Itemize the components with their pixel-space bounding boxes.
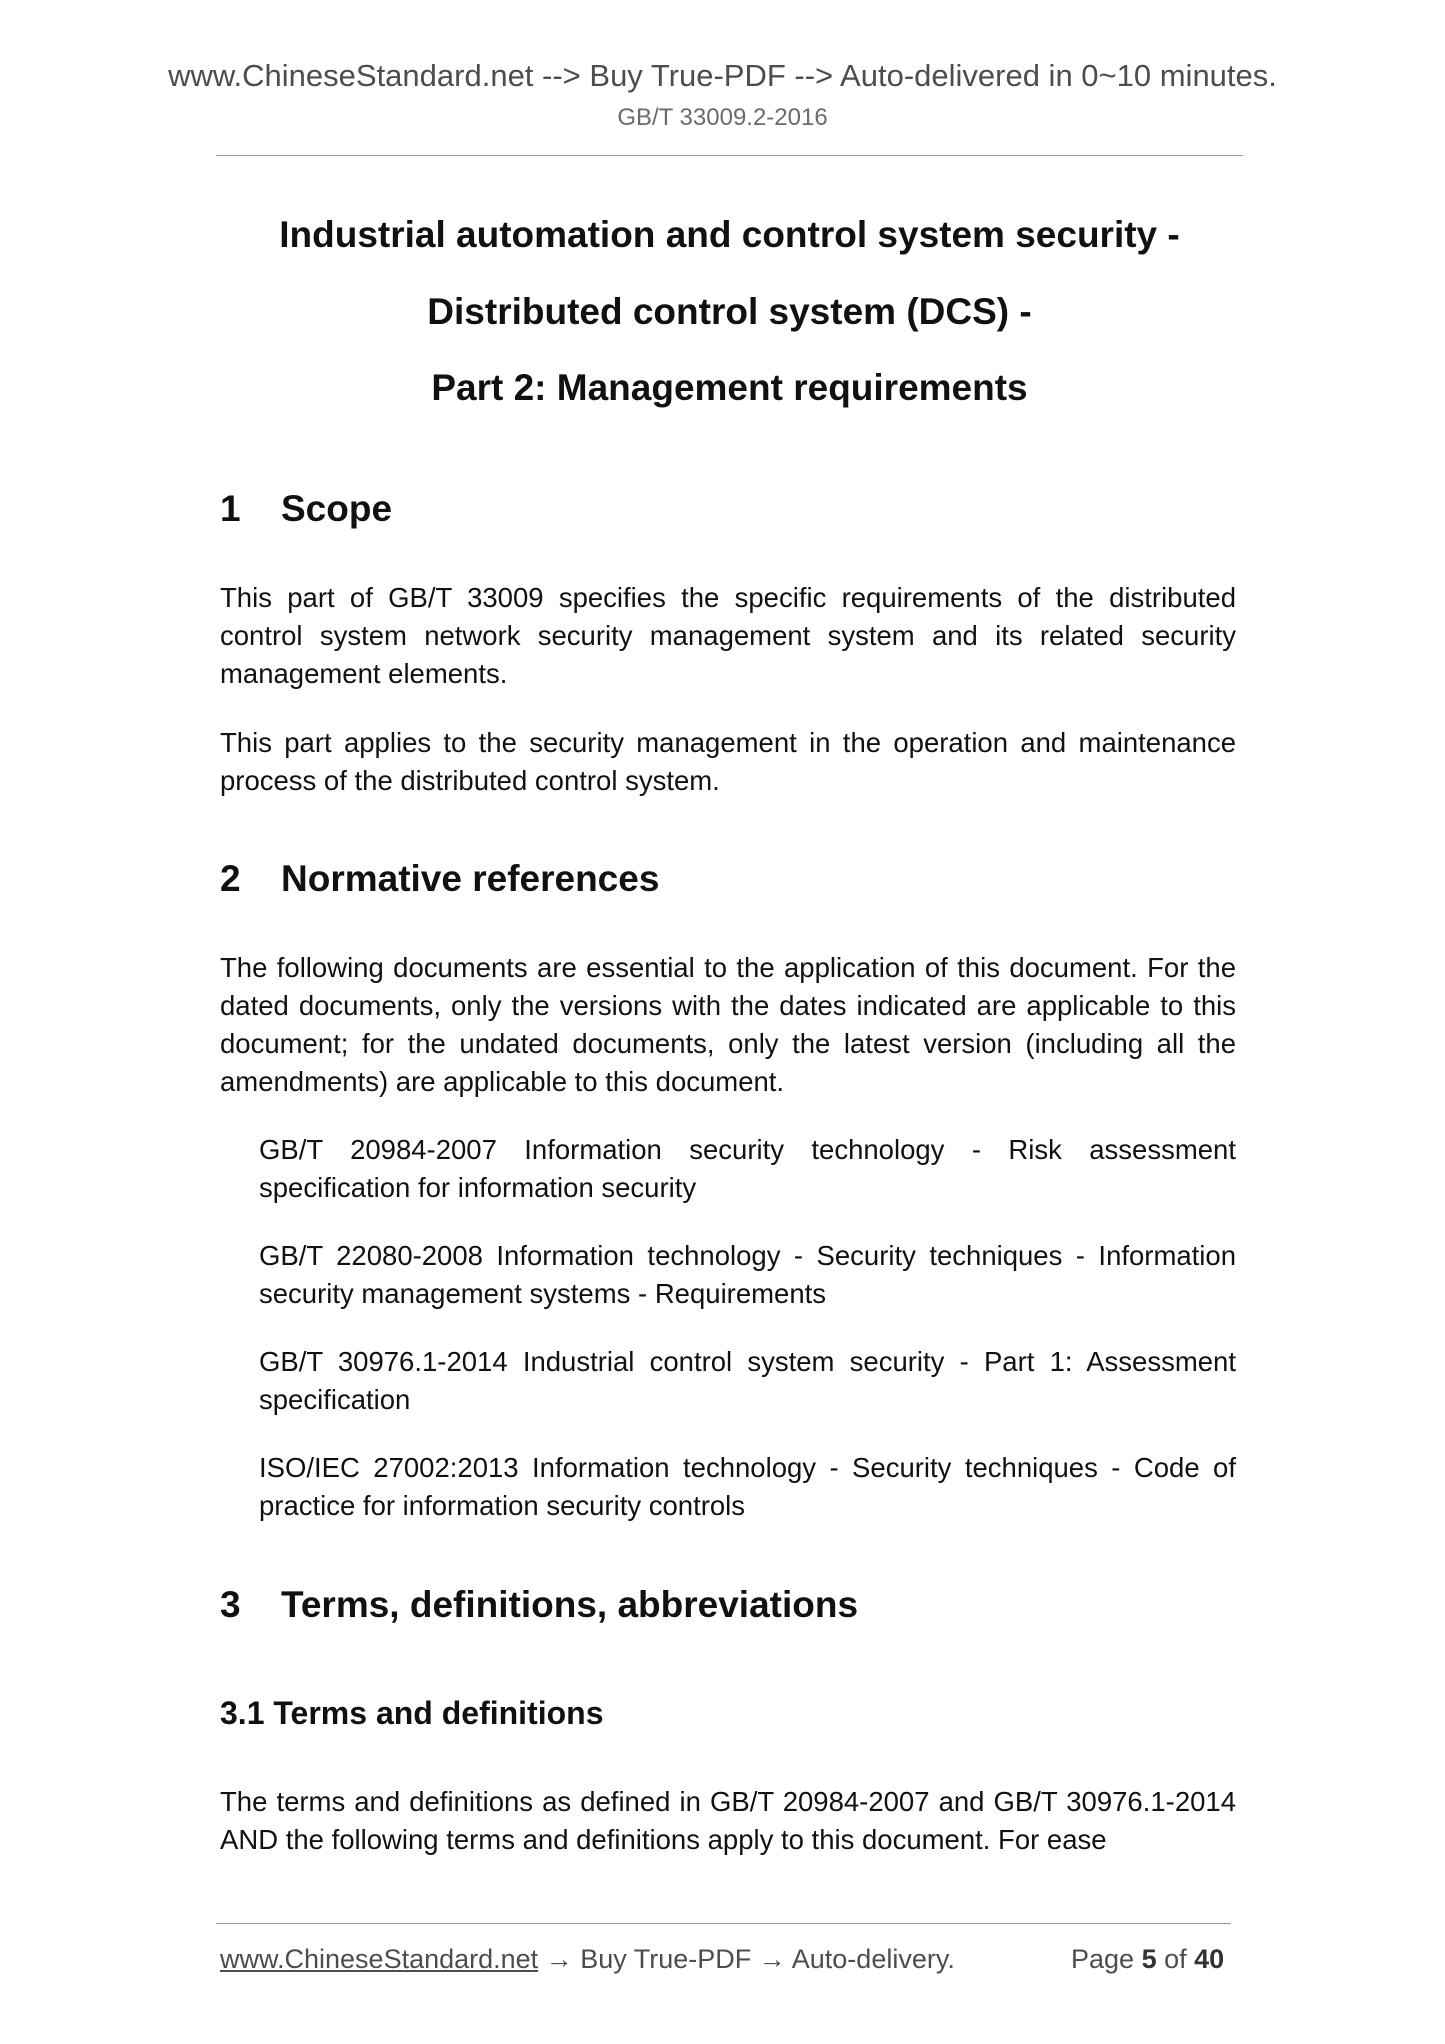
section-title: Terms, definitions, abbreviations <box>281 1584 859 1625</box>
section-heading-scope <box>220 487 392 531</box>
arrow-icon: → <box>751 1944 792 1974</box>
scope-paragraph-1: This part of GB/T 33009 specifies the specific requirements of the distributed control system network security management system and its related security management elements. <box>220 582 1236 689</box>
website-link[interactable]: www.ChineseStandard.net <box>220 1944 539 1974</box>
header-banner: www.ChineseStandard.net --> Buy True-PDF --> Auto-delivered in 0~10 minutes. <box>168 58 1277 93</box>
reference-item: GB/T 22080-2008 Information technology - Security techniques - Information security management systems - Requirements <box>259 1240 1236 1309</box>
header-divider <box>216 155 1243 156</box>
references-intro-paragraph: The following documents are essential to the application of this document. For the dated documents, only the versions with the dates indicated are applicable to this document; for the undated documents, only the latest version (including all the amendments) are applicable to this document. <box>220 952 1236 1097</box>
section-title: Normative references <box>281 858 660 899</box>
section-heading-terms <box>220 1583 858 1627</box>
document-title-line-1: Industrial automation and control system security - <box>279 214 1180 255</box>
section-title: Scope <box>281 488 393 529</box>
footer-buy-text: Buy True-PDF <box>580 1944 752 1974</box>
total-page-count: 40 <box>1194 1944 1225 1974</box>
section-number: 1 <box>220 488 241 529</box>
section-number: 2 <box>220 858 241 899</box>
arrow-icon: → <box>538 1944 581 1974</box>
footer-divider <box>216 1923 1231 1924</box>
document-title-line-3: Part 2: Management requirements <box>431 367 1028 408</box>
reference-item: GB/T 30976.1-2014 Industrial control system security - Part 1: Assessment specification <box>259 1346 1236 1415</box>
current-page-number: 5 <box>1141 1944 1157 1974</box>
scope-paragraph-2: This part applies to the security management in the operation and maintenance process of the distributed control system. <box>220 727 1236 796</box>
footer-delivery-text: Auto-delivery. <box>791 1944 955 1974</box>
reference-item: GB/T 20984-2007 Information security technology - Risk assessment specification for information security <box>259 1134 1236 1203</box>
section-heading-normative-references <box>220 857 659 901</box>
footer-promo <box>220 1942 955 1976</box>
subsection-heading-terms-and-definitions: 3.1 Terms and definitions <box>220 1695 604 1731</box>
reference-item: ISO/IEC 27002:2013 Information technology - Security techniques - Code of practice for information security controls <box>259 1452 1236 1521</box>
page-label: Page <box>1071 1944 1142 1974</box>
section-number: 3 <box>220 1584 241 1625</box>
standard-number: GB/T 33009.2-2016 <box>617 104 828 131</box>
document-title-line-2: Distributed control system (DCS) - <box>427 291 1032 332</box>
page-of-label: of <box>1156 1944 1195 1974</box>
terms-paragraph: The terms and definitions as defined in GB/T 20984-2007 and GB/T 30976.1-2014 AND the following terms and definitions apply to this document. For ease <box>220 1786 1236 1855</box>
page-indicator <box>1071 1942 1224 1976</box>
